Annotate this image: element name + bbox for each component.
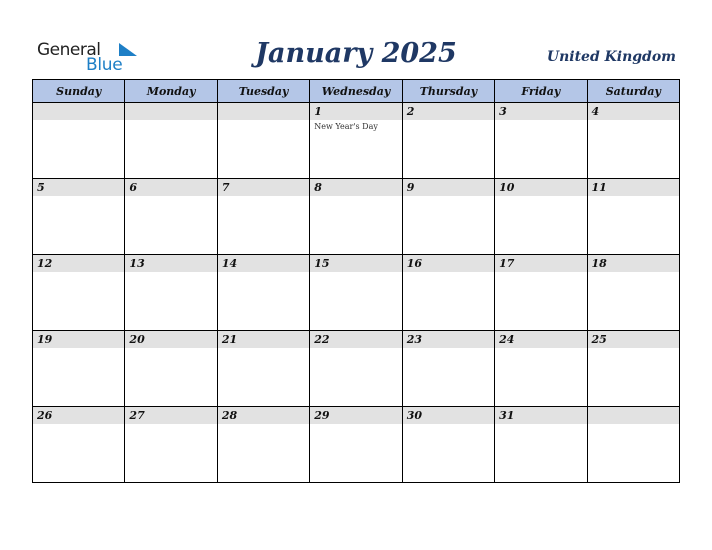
- day-cell[interactable]: [33, 103, 125, 179]
- day-number: 7: [218, 179, 309, 196]
- day-cell[interactable]: [217, 255, 309, 331]
- day-number: 8: [310, 179, 401, 196]
- day-number: 1: [310, 103, 401, 120]
- day-number: 5: [33, 179, 124, 196]
- day-cell[interactable]: [217, 407, 309, 483]
- day-cell[interactable]: [310, 331, 402, 407]
- week-row: [33, 407, 680, 483]
- weekday-header: Wednesday: [310, 80, 402, 103]
- week-row: [33, 103, 680, 179]
- day-cell[interactable]: [587, 407, 679, 483]
- calendar-title: January 2025: [255, 38, 457, 69]
- day-cell[interactable]: [310, 179, 402, 255]
- weekday-header: Tuesday: [217, 80, 309, 103]
- day-cell[interactable]: [217, 179, 309, 255]
- day-number: 18: [588, 255, 679, 272]
- day-number: 31: [495, 407, 586, 424]
- day-cell[interactable]: [125, 103, 217, 179]
- day-cell[interactable]: [495, 255, 587, 331]
- day-number: [218, 103, 309, 120]
- day-number: 6: [125, 179, 216, 196]
- day-number: [33, 103, 124, 120]
- weekday-header: Friday: [495, 80, 587, 103]
- day-number: 30: [403, 407, 494, 424]
- day-cell[interactable]: [217, 103, 309, 179]
- day-cell[interactable]: [310, 103, 402, 179]
- day-number: 26: [33, 407, 124, 424]
- day-number: 24: [495, 331, 586, 348]
- day-cell[interactable]: [402, 179, 494, 255]
- week-row: [33, 331, 680, 407]
- day-number: 21: [218, 331, 309, 348]
- day-number: 25: [588, 331, 679, 348]
- week-row: [33, 179, 680, 255]
- day-cell[interactable]: [587, 331, 679, 407]
- day-cell[interactable]: [495, 103, 587, 179]
- day-number: 29: [310, 407, 401, 424]
- day-number: 22: [310, 331, 401, 348]
- day-cell[interactable]: [495, 331, 587, 407]
- day-cell[interactable]: [587, 179, 679, 255]
- day-cell[interactable]: [402, 331, 494, 407]
- day-number: 10: [495, 179, 586, 196]
- logo-text-general: General: [37, 40, 101, 60]
- day-cell[interactable]: [125, 179, 217, 255]
- day-cell[interactable]: [310, 407, 402, 483]
- day-number: 13: [125, 255, 216, 272]
- day-cell[interactable]: [587, 103, 679, 179]
- weekday-header: Monday: [125, 80, 217, 103]
- day-cell[interactable]: [33, 407, 125, 483]
- day-number: 20: [125, 331, 216, 348]
- weekday-header: Saturday: [587, 80, 679, 103]
- calendar-grid: [32, 79, 680, 483]
- day-cell[interactable]: [125, 407, 217, 483]
- day-cell[interactable]: [217, 331, 309, 407]
- day-cell[interactable]: [310, 255, 402, 331]
- day-number: [588, 407, 679, 424]
- day-cell[interactable]: [33, 331, 125, 407]
- day-cell[interactable]: [402, 255, 494, 331]
- day-number: 19: [33, 331, 124, 348]
- day-cell[interactable]: [125, 331, 217, 407]
- day-number: 14: [218, 255, 309, 272]
- day-cell[interactable]: [402, 407, 494, 483]
- day-number: 4: [588, 103, 679, 120]
- day-number: 27: [125, 407, 216, 424]
- day-cell[interactable]: [33, 179, 125, 255]
- day-cell[interactable]: [402, 103, 494, 179]
- country-label: United Kingdom: [546, 49, 676, 65]
- day-cell[interactable]: [495, 179, 587, 255]
- day-number: 3: [495, 103, 586, 120]
- day-number: [125, 103, 216, 120]
- weekday-header: Thursday: [402, 80, 494, 103]
- day-number: 11: [588, 179, 679, 196]
- logo-text-blue: Blue: [86, 55, 123, 75]
- day-number: 28: [218, 407, 309, 424]
- holiday-label: New Year's Day: [314, 122, 378, 131]
- day-number: 2: [403, 103, 494, 120]
- day-cell[interactable]: [125, 255, 217, 331]
- day-cell[interactable]: [587, 255, 679, 331]
- day-number: 15: [310, 255, 401, 272]
- day-number: 17: [495, 255, 586, 272]
- week-row: [33, 255, 680, 331]
- day-number: 9: [403, 179, 494, 196]
- weekday-header: Sunday: [33, 80, 125, 103]
- day-number: 12: [33, 255, 124, 272]
- day-number: 16: [403, 255, 494, 272]
- day-cell[interactable]: [495, 407, 587, 483]
- day-cell[interactable]: [33, 255, 125, 331]
- day-number: 23: [403, 331, 494, 348]
